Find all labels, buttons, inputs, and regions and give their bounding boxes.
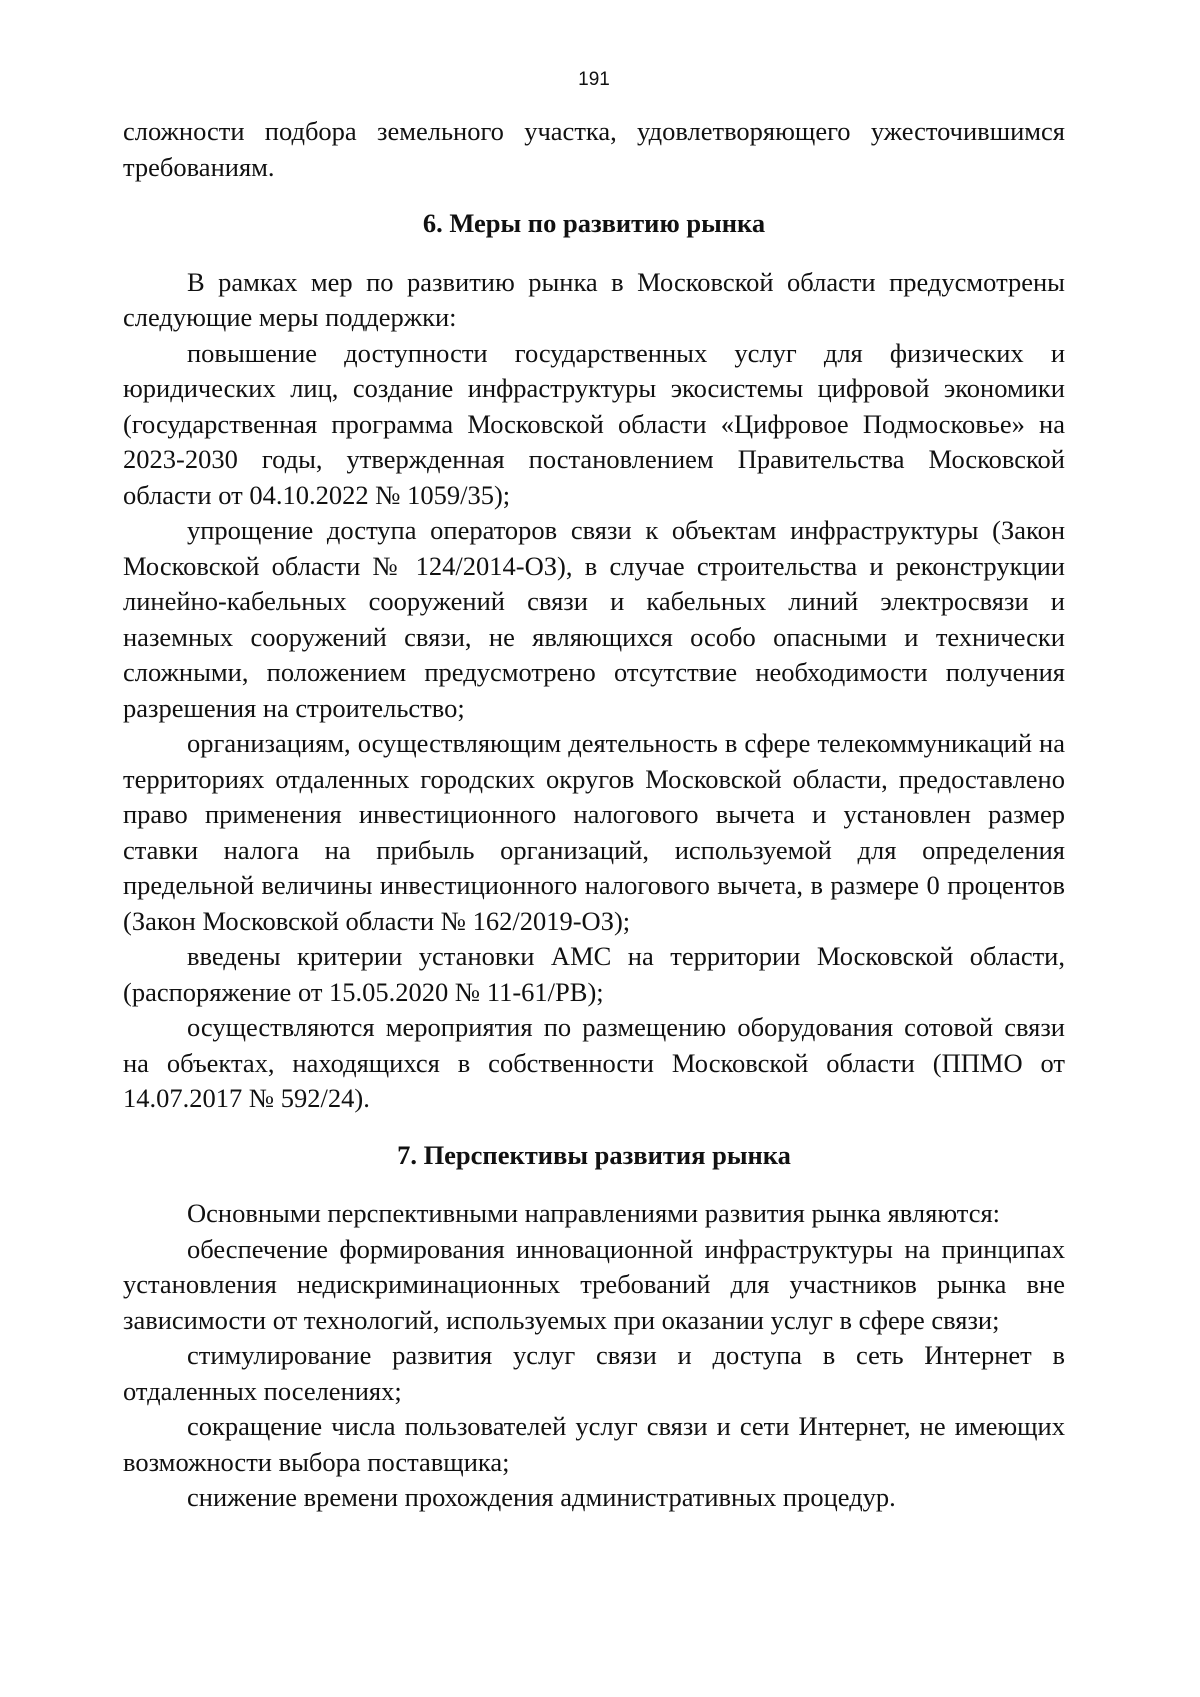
section-6-item: упрощение доступа операторов связи к объектам инфраструктуры (Закон Московской области № 124/2014-ОЗ), в случае строительства и реконструкции линейно-кабельных сооружений связи и кабельных линий электросвязи и наземных сооружений связи, не являющихся особо опасными и технически сложными, положением предусмотрено отсутствие необходимости получения разрешения на строительство; [123, 515, 1065, 723]
section-6-item: введены критерии установки АМС на территории Московской области, (распоряжение от 15.05.2020 № 11-61/РВ); [123, 941, 1065, 1007]
section-6-lead: В рамках мер по развитию рынка в Московской области предусмотрены следующие меры поддержки: [123, 266, 1065, 332]
section-6 [123, 206, 1065, 1117]
page-number: 191 [578, 69, 610, 90]
section-7-item: сокращение числа пользователей услуг связи и сети Интернет, не имеющих возможности выбора поставщика; [123, 1411, 1065, 1477]
section-7-item: обеспечение формирования инновационной инфраструктуры на принципах установления недискриминационных требований для участников рынка вне зависимости от технологий, используемых при оказании услуг в сфере связи; [123, 1233, 1065, 1335]
intro-paragraph: сложности подбора земельного участка, удовлетворяющего ужесточившимся требованиям. [123, 116, 1065, 182]
section-6-item: организациям, осуществляющим деятельность в сфере телекоммуникаций на территориях отдаленных городских округов Московской области, предоставлено право применения инвестиционного налогового вычета и установлен размер ставки налога на прибыль организаций, используемой для определения предельной величины инвестиционного налогового вычета, в размере 0 процентов (Закон Московской области № 162/2019-ОЗ); [123, 728, 1065, 936]
section-7-item: снижение времени прохождения административных процедур. [187, 1482, 896, 1512]
section-6-heading: 6. Меры по развитию рынка [422, 208, 766, 238]
document-page [123, 68, 1065, 1516]
section-7 [123, 1138, 1065, 1516]
section-7-heading: 7. Перспективы развития рынка [397, 1139, 791, 1170]
section-7-item: стимулирование развития услуг связи и доступа в сеть Интернет в отдаленных поселениях; [123, 1340, 1065, 1406]
section-6-item: осуществляются мероприятия по размещению оборудования сотовой связи на объектах, находящихся в собственности Московской области (ППМО от 14.07.2017 № 592/24). [123, 1012, 1065, 1113]
section-7-lead: Основными перспективными направлениями развития рынка являются: [187, 1198, 1001, 1228]
section-6-item: повышение доступности государственных услуг для физических и юридических лиц, создание инфраструктуры экосистемы цифровой экономики (государственная программа Московской области «Цифровое Подмосковье» на 2023-2030 годы, утвержденная постановлением Правительства Московской области от 04.10.2022 № 1059/35); [123, 337, 1065, 510]
